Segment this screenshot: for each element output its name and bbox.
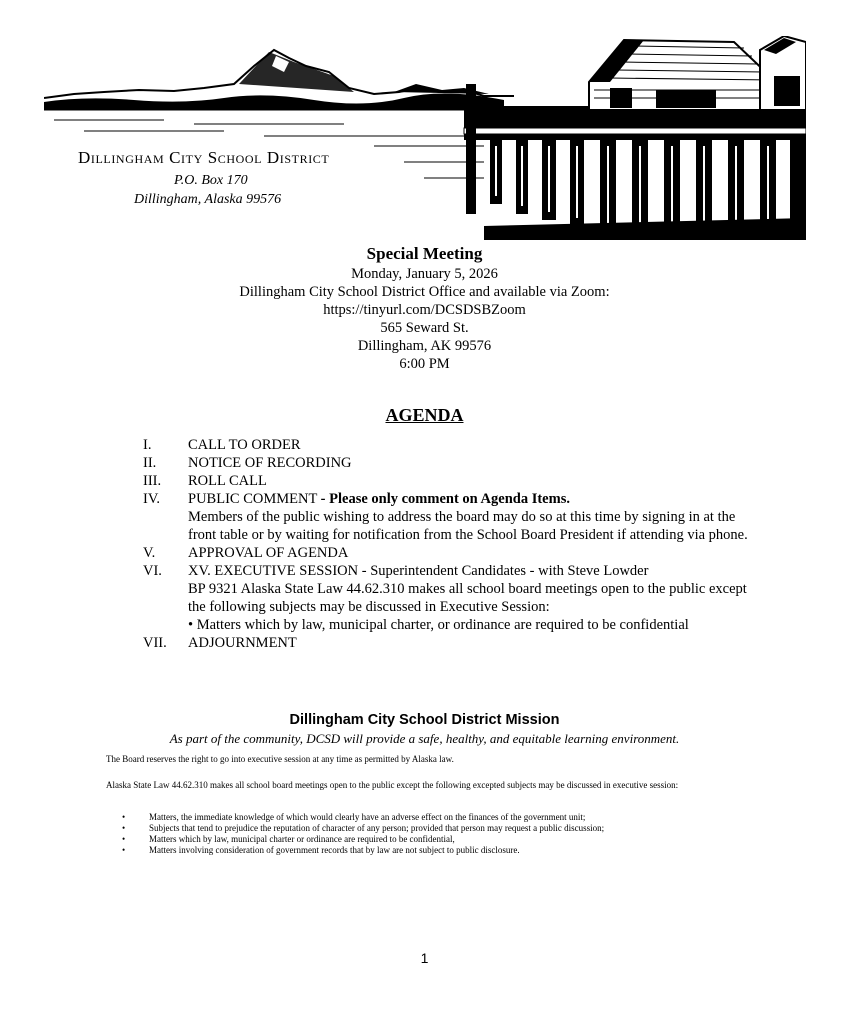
bullet-icon: • (122, 812, 126, 822)
agenda-item (143, 454, 763, 472)
agenda-item-body (188, 490, 763, 544)
state-law-notice: Alaska State Law 44.62.310 makes all school board meetings open to the public except the following excepted subjects may be discussed in executive session: (106, 780, 679, 790)
agenda-item-number: IV. (143, 491, 161, 507)
agenda-item-text: NOTICE OF RECORDING (188, 455, 352, 471)
agenda-item-text: PUBLIC COMMENT (188, 491, 321, 507)
list-item (122, 834, 762, 845)
page-number: 1 (420, 950, 429, 966)
executive-session-notice: The Board reserves the right to go into executive session at any time as permitted by Alaska law. (106, 754, 454, 764)
bullet-icon: • (122, 845, 126, 855)
agenda-item-number: V. (143, 545, 156, 561)
agenda-item-body (188, 562, 763, 634)
address-po-box: P.O. Box 170 (174, 173, 248, 188)
meeting-date: Monday, January 5, 2026 (351, 266, 498, 282)
list-item (122, 845, 762, 856)
list-item-text: Matters which by law, municipal charter or ordinance are required to be confidential, (149, 834, 455, 844)
agenda-item-number: VI. (143, 563, 162, 579)
agenda-item (143, 490, 763, 544)
agenda-list (143, 436, 763, 652)
district-name: Dillingham City School District (78, 148, 330, 167)
meeting-location: Dillingham City School District Office and available via Zoom: (239, 284, 610, 300)
bullet-icon: • (122, 823, 126, 833)
letterhead-illustration (44, 36, 806, 240)
meeting-time: 6:00 PM (399, 356, 450, 372)
meeting-title: Special Meeting (366, 244, 483, 263)
mission-statement: As part of the community, DCSD will provide a safe, healthy, and equitable learning environment. (169, 731, 680, 746)
agenda-item-description: Members of the public wishing to address the board may do so at this time by signing in at the front table or by waiting for notification from the School Board President if attending via phone. (188, 509, 748, 543)
list-item (122, 823, 762, 834)
agenda-item-text: APPROVAL OF AGENDA (188, 545, 349, 561)
agenda-item (143, 544, 763, 562)
meeting-header (0, 243, 849, 373)
list-item (122, 812, 762, 823)
mission-title: Dillingham City School District Mission (289, 712, 560, 728)
agenda-item (143, 472, 763, 490)
agenda-item-description: BP 9321 Alaska State Law 44.62.310 makes all school board meetings open to the public except the following subjects may be discussed in Executive Session: (188, 581, 747, 615)
agenda-item (143, 634, 763, 652)
agenda-item-number: I. (143, 437, 152, 453)
agenda-item-number: II. (143, 455, 157, 471)
agenda-item-text: XV. EXECUTIVE SESSION - Superintendent Candidates - with Steve Lowder (188, 563, 649, 579)
street-address: 565 Seward St. (380, 320, 469, 336)
agenda-item-text: ADJOURNMENT (188, 635, 297, 651)
agenda-item-number: III. (143, 473, 162, 489)
agenda-item-number: VII. (143, 635, 167, 651)
agenda-heading: AGENDA (385, 405, 464, 425)
excepted-subjects-list (122, 812, 762, 856)
city-state-zip: Dillingham, AK 99576 (357, 338, 492, 354)
zoom-link[interactable]: https://tinyurl.com/DCSDSBZoom (323, 302, 526, 318)
list-item-text: Matters, the immediate knowledge of which would clearly have an adverse effect on the finances of the government unit; (149, 812, 586, 822)
agenda-item-note: - Please only comment on Agenda Items. (320, 491, 570, 507)
address-city: Dillingham, Alaska 99576 (134, 192, 282, 207)
agenda-item-bullet: • Matters which by law, municipal charter, or ordinance are required to be confidential (188, 617, 689, 633)
bullet-icon: • (122, 834, 126, 844)
list-item-text: Subjects that tend to prejudice the reputation of character of any person; provided that person may request a public discussion; (149, 823, 605, 833)
agenda-item-text: CALL TO ORDER (188, 437, 301, 453)
agenda-item-text: ROLL CALL (188, 473, 267, 489)
list-item-text: Matters involving consideration of government records that by law are not subject to public disclosure. (149, 845, 520, 855)
agenda-item (143, 562, 763, 634)
agenda-item (143, 436, 763, 454)
